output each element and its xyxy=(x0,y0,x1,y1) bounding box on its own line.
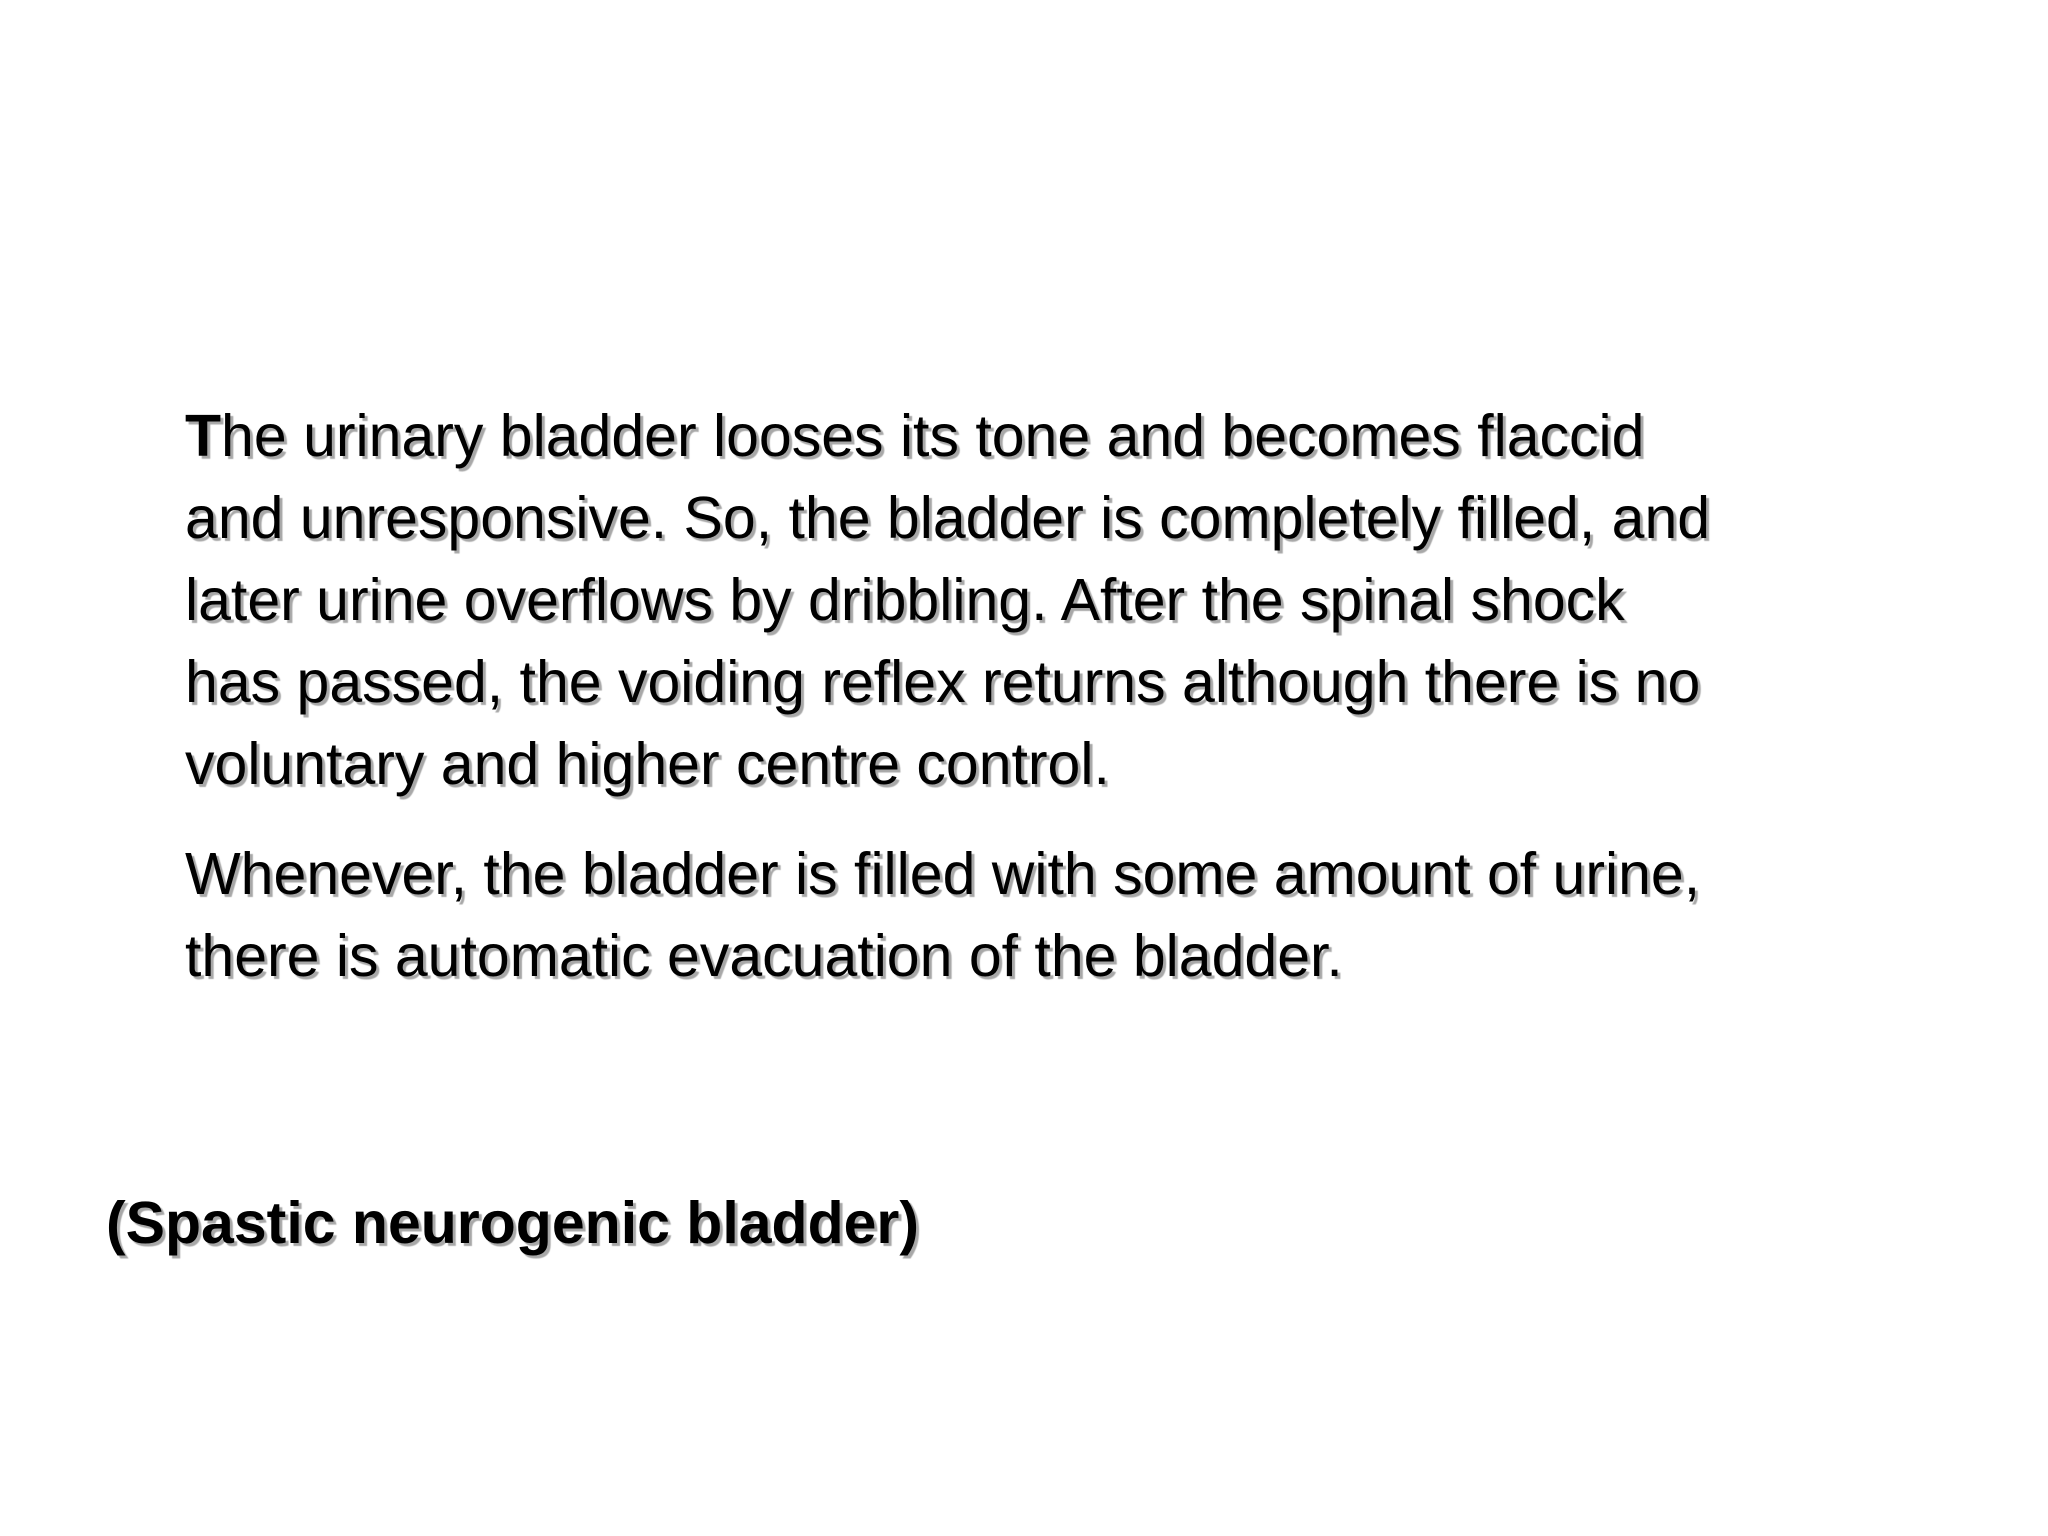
text-line: Whenever, the bladder is filled with some amount of urine, xyxy=(185,841,1701,907)
text-line: has passed, the voiding reflex returns although there is no xyxy=(185,649,1701,715)
body-text xyxy=(185,395,1985,997)
text-line: and unresponsive. So, the bladder is completely filled, and xyxy=(185,485,1711,551)
first-letter: T xyxy=(185,403,222,469)
text-line-rest: he urinary bladder looses its tone and becomes flaccid xyxy=(221,403,1645,469)
paragraph-flaccid-bladder xyxy=(185,395,1985,805)
paragraph-automatic-evacuation xyxy=(185,833,1985,997)
text-line xyxy=(185,395,1985,477)
text-line: there is automatic evacuation of the bladder. xyxy=(185,923,1343,989)
text-line: later urine overflows by dribbling. After the spinal shock xyxy=(185,567,1625,633)
text-line: voluntary and higher centre control. xyxy=(185,731,1110,797)
subtitle-spastic-neurogenic-bladder: (Spastic neurogenic bladder) xyxy=(106,1190,920,1256)
